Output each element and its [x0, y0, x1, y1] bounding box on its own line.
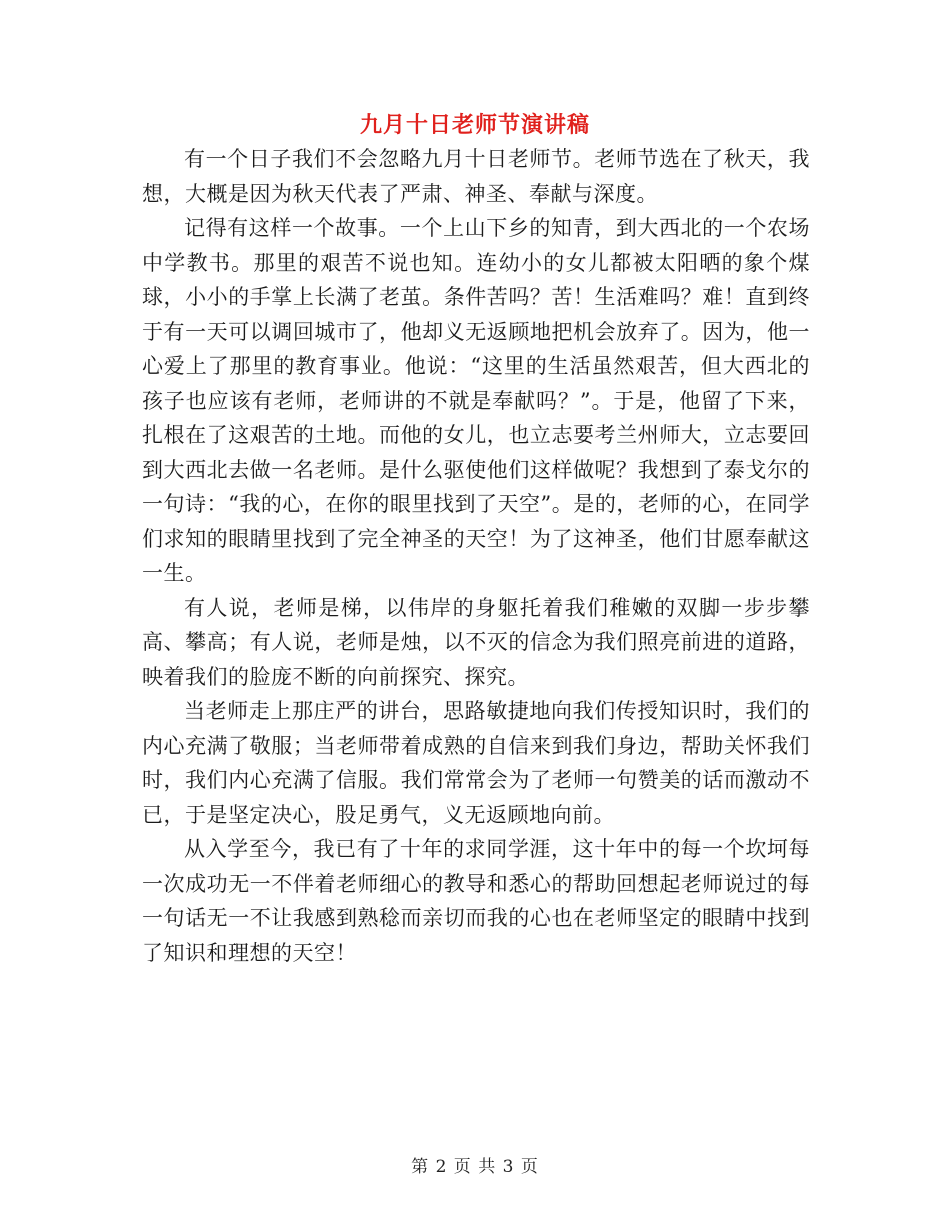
paragraph-2: 记得有这样一个故事。一个上山下乡的知青，到大西北的一个农场中学教书。那里的艰苦不说也知。连幼小的女儿都被太阳晒的象个煤球，小小的手掌上长满了老茧。条件苦吗？苦！生活难吗？难！直到终于有一天可以调回城市了，他却义无返顾地把机会放弃了。因为，他一心爱上了那里的教育事业。他说：“这里的生活虽然艰苦，但大西北的孩子也应该有老师，老师讲的不就是奉献吗？”。于是，他留了下来，扎根在了这艰苦的土地。而他的女儿，也立志要考兰州师大，立志要回到大西北去做一名老师。是什么驱使他们这样做呢？我想到了泰戈尔的一句诗：“我的心，在你的眼里找到了天空”。是的，老师的心，在同学们求知的眼睛里找到了完全神圣的天空！为了这神圣，他们甘愿奉献这一生。 — [142, 216, 810, 585]
paragraph-4: 当老师走上那庄严的讲台，思路敏捷地向我们传授知识时，我们的内心充满了敬服；当老师带着成熟的自信来到我们身边，帮助关怀我们时，我们内心充满了信服。我们常常会为了老师一句赞美的话而激动不已，于是坚定决心，股足勇气，义无返顾地向前。 — [142, 699, 810, 827]
document-body — [142, 142, 810, 970]
document-title: 九月十日老师节演讲稿 — [359, 112, 590, 138]
paragraph-5: 从入学至今，我已有了十年的求同学涯，这十年中的每一个坎坷每一次成功无一不伴着老师细心的教导和悉心的帮助回想起老师说过的每一句话无一不让我感到熟稔而亲切而我的心也在老师坚定的眼睛中找到了知识和理想的天空！ — [142, 837, 810, 965]
paragraph-1: 有一个日子我们不会忽略九月十日老师节。老师节选在了秋天，我想，大概是因为秋天代表了严肃、神圣、奉献与深度。 — [142, 147, 810, 206]
page-number-footer: 第 2 页 共 3 页 — [411, 1157, 539, 1177]
paragraph-3: 有人说，老师是梯，以伟岸的身躯托着我们稚嫩的双脚一步步攀高、攀高；有人说，老师是烛，以不灭的信念为我们照亮前进的道路，映着我们的脸庞不断的向前探究、探究。 — [142, 595, 810, 689]
